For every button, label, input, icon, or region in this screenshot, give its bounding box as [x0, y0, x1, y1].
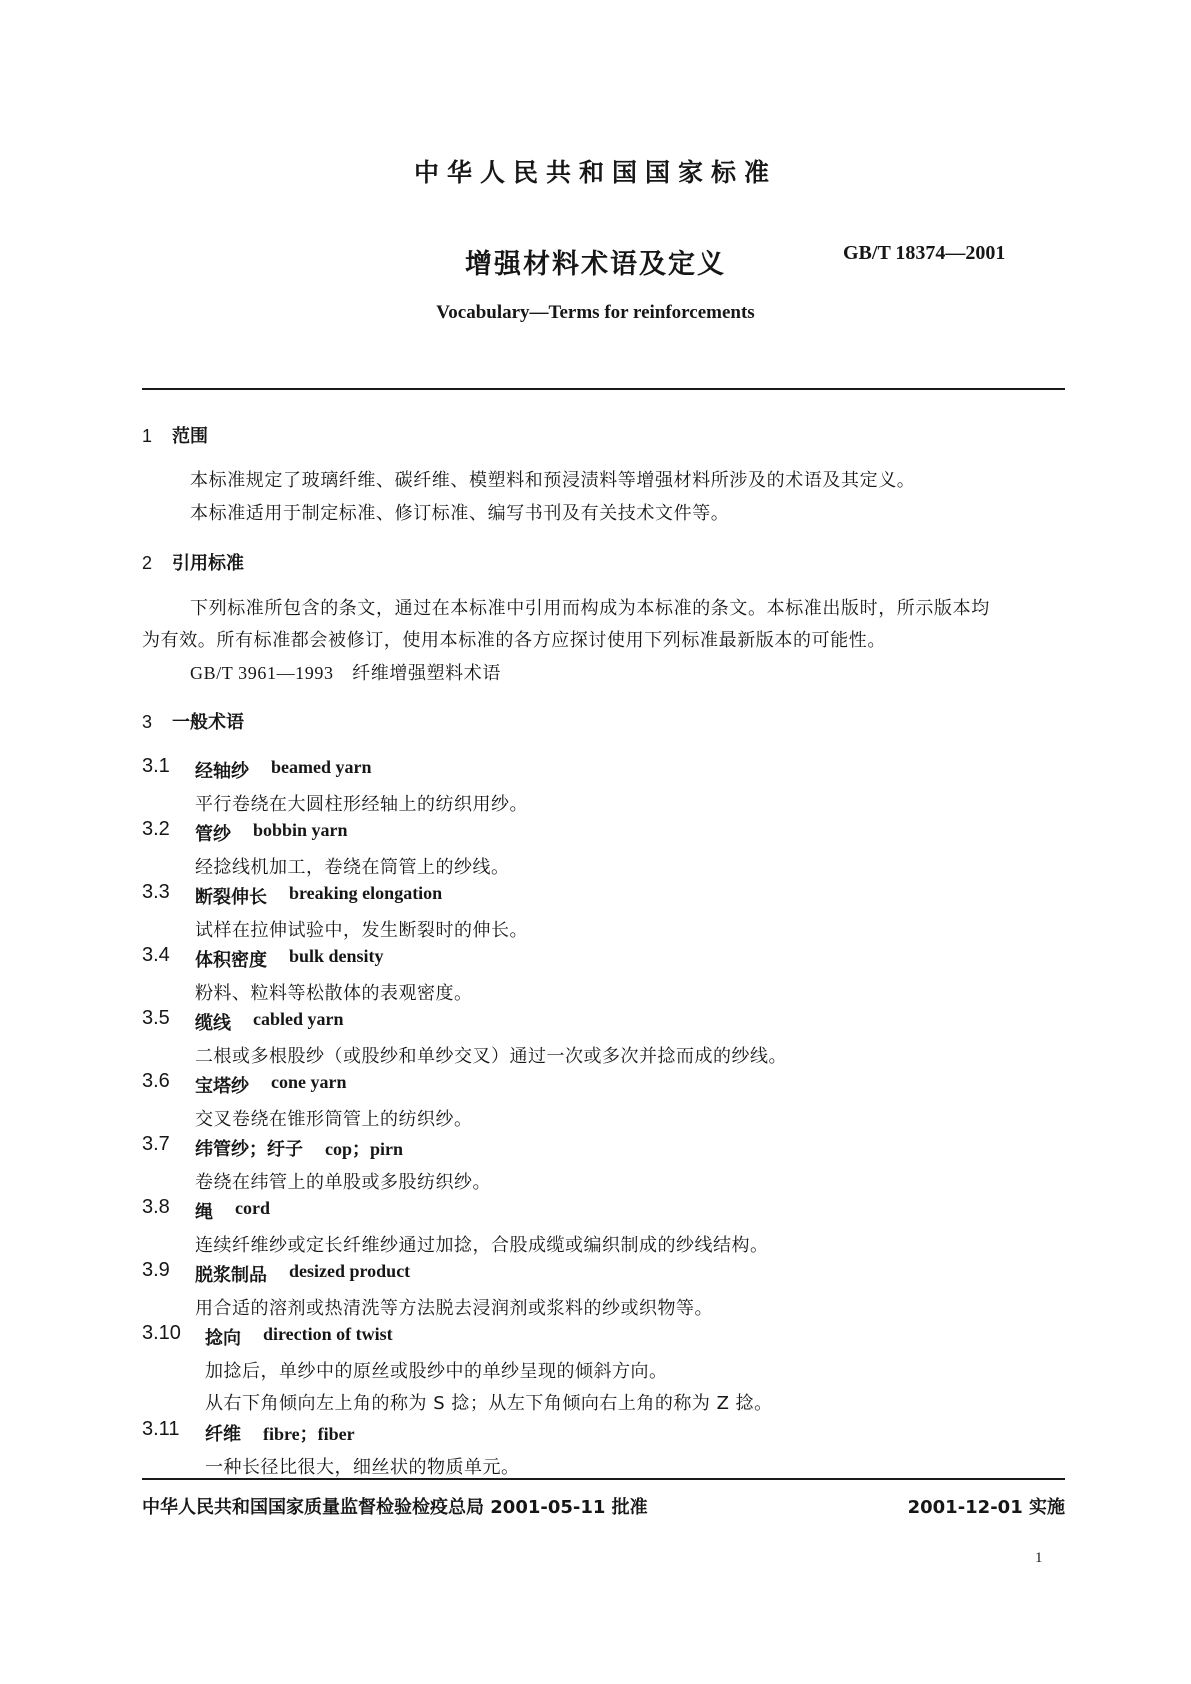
- standard-number: GB/T 18374—2001: [843, 242, 1006, 264]
- section-number: 3: [142, 712, 153, 732]
- term-english: direction of twist: [263, 1324, 393, 1344]
- scope-paragraph-1: 本标准规定了玻璃纤维、碳纤维、模塑料和预浸渍料等增强材料所涉及的术语及其定义。: [190, 470, 916, 491]
- scope-paragraph-2: 本标准适用于制定标准、修订标准、编写书刊及有关技术文件等。: [190, 503, 730, 524]
- term-definition: 一种长径比很大，细丝状的物质单元。: [205, 1457, 520, 1478]
- term-english: cone yarn: [271, 1072, 347, 1092]
- term-definition: 试样在拉伸试验中，发生断裂时的伸长。: [195, 920, 528, 941]
- section-number: 1: [142, 426, 153, 446]
- references-paragraph-line-1: 下列标准所包含的条文，通过在本标准中引用而构成为本标准的条文。本标准出版时，所示版本均: [190, 598, 990, 619]
- section-references-heading: [142, 549, 244, 575]
- term-english: cop；pirn: [325, 1139, 404, 1159]
- term-number: 3.11: [142, 1418, 180, 1440]
- implementation-date: 2001-12-01 实施: [907, 1497, 1065, 1518]
- term-number: 3.8: [142, 1196, 170, 1218]
- references-paragraph-line-2: 为有效。所有标准都会被修订，使用本标准的各方应探讨使用下列标准最新版本的可能性。: [142, 630, 886, 651]
- term-chinese: 纤维: [205, 1424, 241, 1445]
- term-english: cabled yarn: [253, 1009, 344, 1029]
- term-chinese: 捻向: [205, 1328, 241, 1349]
- term-english: bobbin yarn: [253, 820, 348, 840]
- section-scope-heading: [142, 422, 208, 448]
- term-number: 3.6: [142, 1070, 170, 1092]
- term-number: 3.1: [142, 755, 170, 777]
- term-definition: 用合适的溶剂或热清洗等方法脱去浸润剂或浆料的纱或织物等。: [195, 1298, 713, 1319]
- term-chinese: 绳: [195, 1202, 213, 1223]
- section-number: 2: [142, 553, 153, 573]
- document-subtitle: Vocabulary—Terms for reinforcements: [436, 302, 755, 323]
- section-title: 范围: [172, 426, 208, 447]
- term-number: 3.4: [142, 944, 170, 966]
- term-definition: 经捻线机加工，卷绕在筒管上的纱线。: [195, 857, 510, 878]
- header-divider: [142, 388, 1065, 390]
- term-number: 3.10: [142, 1322, 181, 1344]
- term-chinese: 宝塔纱: [195, 1076, 249, 1097]
- approval-statement: 中华人民共和国国家质量监督检验检疫总局 2001-05-11 批准: [142, 1497, 648, 1518]
- term-number: 3.7: [142, 1133, 170, 1155]
- section-title: 一般术语: [172, 712, 244, 733]
- term-definition: 粉料、粒料等松散体的表观密度。: [195, 983, 473, 1004]
- term-chinese: 脱浆制品: [195, 1265, 267, 1286]
- term-chinese: 管纱: [195, 824, 231, 845]
- referenced-standard: GB/T 3961—1993 纤维增强塑料术语: [190, 663, 501, 683]
- term-definition: 加捻后，单纱中的原丝或股纱中的单纱呈现的倾斜方向。: [205, 1361, 668, 1382]
- term-chinese: 经轴纱: [195, 761, 249, 782]
- footer-divider: [142, 1478, 1065, 1480]
- term-number: 3.9: [142, 1259, 170, 1281]
- term-definition: 卷绕在纬管上的单股或多股纺织纱。: [195, 1172, 491, 1193]
- term-definition: 二根或多根股纱（或股纱和单纱交叉）通过一次或多次并捻而成的纱线。: [195, 1046, 787, 1067]
- term-number: 3.5: [142, 1007, 170, 1029]
- term-english: cord: [235, 1198, 270, 1218]
- term-english: fibre；fiber: [263, 1424, 355, 1444]
- section-general-terms-heading: [142, 708, 244, 734]
- term-definition: 连续纤维纱或定长纤维纱通过加捻，合股成缆或编织制成的纱线结构。: [195, 1235, 769, 1256]
- section-title: 引用标准: [172, 553, 244, 574]
- term-english: breaking elongation: [289, 883, 443, 903]
- term-chinese: 纬管纱；纡子: [195, 1139, 303, 1160]
- page-number: 1: [1035, 1550, 1043, 1566]
- term-chinese: 体积密度: [195, 950, 267, 971]
- term-english: bulk density: [289, 946, 384, 966]
- term-english: desized product: [289, 1261, 411, 1281]
- term-number: 3.3: [142, 881, 170, 903]
- term-chinese: 缆线: [195, 1013, 231, 1034]
- term-chinese: 断裂伸长: [195, 887, 267, 908]
- term-number: 3.2: [142, 818, 170, 840]
- term-definition: 从右下角倾向左上角的称为 S 捻；从左下角倾向右上角的称为 Z 捻。: [205, 1393, 773, 1414]
- term-english: beamed yarn: [271, 757, 372, 777]
- term-definition: 交叉卷绕在锥形筒管上的纺织纱。: [195, 1109, 473, 1130]
- term-definition: 平行卷绕在大圆柱形经轴上的纺织用纱。: [195, 794, 528, 815]
- document-title: 增强材料术语及定义: [465, 249, 726, 280]
- standard-banner: 中华人民共和国国家标准: [413, 158, 777, 187]
